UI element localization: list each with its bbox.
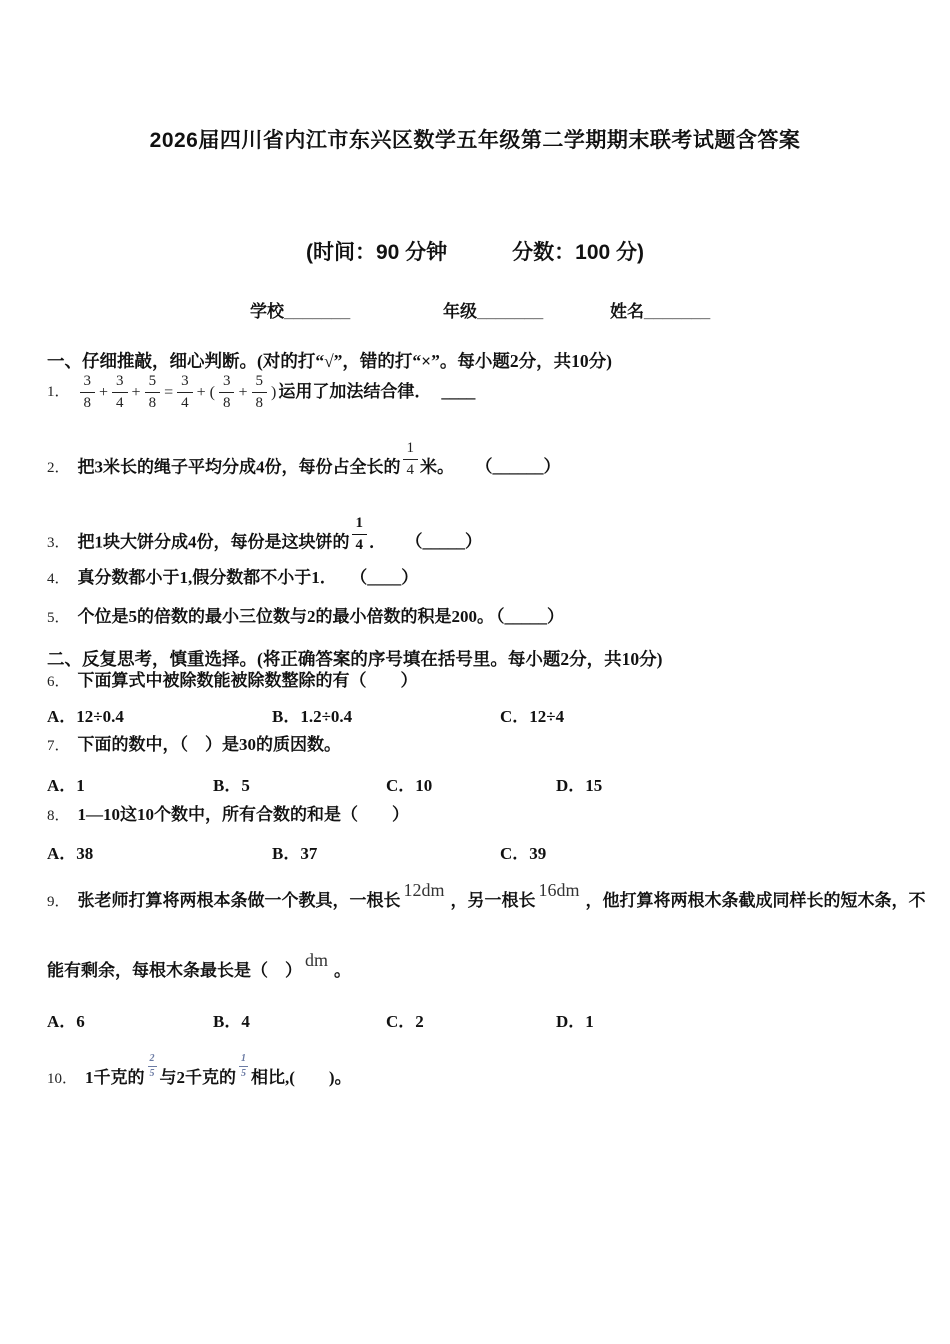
question-8-number: 8．: [47, 808, 70, 824]
fraction-numerator: 1: [403, 441, 419, 460]
question-9-text: 能有剩余，每根木条最长是（ ）: [47, 961, 302, 980]
left-paren: (: [209, 383, 215, 401]
time-limit-label: (时间：90 分钟: [305, 241, 448, 264]
fraction-numerator: 1: [352, 516, 368, 535]
question-8-options: [47, 839, 907, 863]
plus-sign: +: [131, 383, 141, 401]
question-9-options: [47, 1007, 907, 1031]
question-9-line-1: [47, 880, 926, 913]
fraction: [148, 1053, 157, 1079]
option-c: C．39: [500, 844, 547, 863]
option-b: B．5: [213, 776, 250, 795]
school-field: 学校_______: [250, 302, 351, 321]
fraction-denominator: 4: [116, 395, 124, 411]
answer-blank: （_____）: [496, 607, 565, 626]
fraction-denominator: 8: [255, 395, 263, 411]
student-info-row: [0, 297, 950, 321]
option-d: D．1: [556, 1012, 594, 1031]
question-1: [47, 374, 475, 411]
fraction: [177, 374, 193, 411]
answer-blank: （______）: [484, 457, 561, 477]
question-8-text: 1—10这10个数中，所有合数的和是（ ）: [77, 805, 410, 824]
option-a: A．12÷0.4: [47, 707, 124, 726]
fraction: [219, 374, 235, 411]
question-2-text: 把3米长的绳子平均分成4份，每份占全长的: [77, 457, 401, 477]
fraction: [145, 374, 161, 411]
question-6-number: 6．: [47, 674, 70, 690]
question-3-text: 把1块大饼分成4份，每份是这块饼的: [77, 532, 350, 552]
fraction: [352, 516, 368, 553]
question-5-text: 个位是5的倍数的最小三位数与2的最小倍数的积是200。: [77, 607, 495, 626]
fraction: [403, 441, 419, 478]
question-10: [47, 1053, 352, 1092]
answer-blank: （____）: [358, 568, 419, 587]
plus-sign: +: [196, 383, 206, 401]
answer-blank: ____: [441, 382, 476, 402]
page-title: 2026届四川省内江市东兴区数学五年级第二学期期末联考试题含答案: [149, 129, 801, 153]
question-9-number: 9．: [47, 894, 70, 910]
grade-field: 年级_______: [443, 302, 544, 321]
question-9-text: 张老师打算将两根本条做一个教具，一根长: [77, 891, 401, 910]
question-10-number: 10．: [47, 1070, 78, 1087]
unit-label: dm: [305, 950, 329, 970]
question-2: [47, 440, 561, 487]
length-value-2: 16dm: [538, 880, 580, 900]
total-score-label: 分数：100 分): [512, 241, 645, 264]
question-7-text: 下面的数中，（ ）是30的质因数。: [77, 735, 342, 754]
option-d: D．15: [556, 776, 603, 795]
option-a: A．6: [47, 1012, 85, 1031]
question-3: [47, 515, 483, 562]
right-paren: ): [271, 383, 277, 401]
question-2-text-end: 米。: [420, 457, 455, 477]
answer-blank: （_____）: [414, 532, 483, 552]
question-9-text: ，他打算将两根木条截成同样长的短木条，不: [585, 891, 926, 910]
question-10-text: 1千克的: [85, 1067, 145, 1087]
fraction-numerator: 2: [148, 1053, 157, 1067]
question-7-options: [47, 771, 907, 795]
fraction-denominator: 8: [222, 395, 231, 411]
question-8: [47, 804, 409, 827]
question-4-text: 真分数都小于1,假分数都不小于1．: [77, 568, 337, 587]
fraction-numerator: 5: [145, 374, 161, 393]
option-c: C．10: [386, 776, 433, 795]
fraction-numerator: 3: [112, 374, 128, 393]
question-1-text: 运用了加法结合律．: [278, 382, 432, 402]
question-2-number: 2．: [47, 460, 70, 477]
question-10-text-end: 相比,( )。: [251, 1067, 352, 1087]
question-9-line-2: [47, 950, 352, 983]
fraction-denominator: 8: [83, 395, 92, 411]
plus-sign: +: [99, 383, 109, 401]
question-9-text-end: 。: [334, 961, 352, 980]
option-c: C．2: [386, 1012, 424, 1031]
question-7: [47, 734, 341, 757]
fraction-denominator: 5: [149, 1067, 155, 1079]
fraction: [252, 374, 268, 411]
question-6-text: 下面算式中被除数能被除数整除的有（ ）: [77, 671, 418, 690]
fraction: [239, 1053, 248, 1079]
fraction-numerator: 1: [239, 1053, 248, 1067]
name-field: 姓名_______: [610, 302, 711, 321]
question-3-text-end: ．: [369, 532, 387, 552]
fraction-denominator: 8: [148, 395, 157, 411]
question-4-number: 4．: [47, 571, 70, 587]
question-9-text: ，另一根长: [450, 891, 536, 910]
option-b: B．1.2÷0.4: [272, 707, 353, 726]
question-10-text: 与2千克的: [159, 1067, 237, 1087]
fraction-numerator: 3: [219, 374, 235, 393]
option-a: A．1: [47, 776, 85, 795]
fraction: [112, 374, 128, 411]
question-1-number: 1．: [47, 384, 70, 401]
fraction-denominator: 4: [355, 537, 364, 553]
option-c: C．12÷4: [500, 707, 565, 726]
option-b: B．4: [213, 1012, 250, 1031]
fraction-denominator: 4: [181, 395, 189, 411]
question-1-formula: [78, 373, 476, 411]
question-6-options: [47, 702, 907, 726]
plus-sign: +: [238, 383, 248, 401]
question-5: [47, 606, 564, 629]
question-3-number: 3．: [47, 535, 70, 552]
question-5-number: 5．: [47, 610, 70, 626]
meta-line: [0, 236, 950, 266]
fraction-denominator: 5: [241, 1067, 247, 1079]
fraction-numerator: 3: [80, 374, 96, 393]
section2-heading: 二、反复思考，慎重选择。(将正确答案的序号填在括号里。每小题2分，共10分): [47, 649, 663, 669]
question-6: [47, 670, 418, 693]
length-value-1: 12dm: [403, 880, 445, 900]
option-a: A．38: [47, 844, 94, 863]
fraction: [80, 374, 96, 411]
question-7-number: 7．: [47, 738, 70, 754]
equals-sign: =: [164, 383, 174, 401]
fraction-numerator: 5: [252, 374, 268, 393]
question-4: [47, 567, 418, 590]
option-b: B．37: [272, 844, 318, 863]
section1-heading: 一、仔细推敲，细心判断。(对的打“√”，错的打“×”。每小题2分，共10分): [47, 351, 612, 371]
fraction-numerator: 3: [177, 374, 193, 393]
fraction-denominator: 4: [406, 462, 415, 478]
